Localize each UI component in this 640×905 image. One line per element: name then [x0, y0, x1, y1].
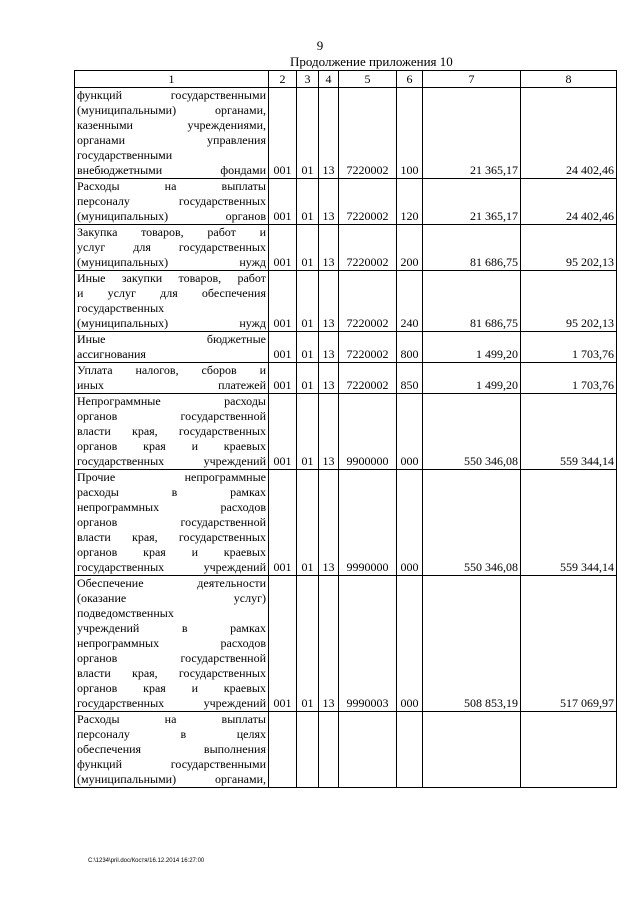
- code-target-item: [339, 712, 397, 788]
- description-line: иных платежей: [77, 378, 266, 392]
- amount-year-2: 1 703,76: [521, 332, 617, 363]
- code-target-item: 9990000: [339, 470, 397, 576]
- description-line: государственных учреждений: [77, 696, 266, 710]
- table-row: [75, 271, 617, 332]
- code-ministry: 001: [269, 225, 297, 271]
- code-ministry: 001: [269, 363, 297, 394]
- description-line: органов края и краевых: [77, 545, 266, 559]
- header-cell: 3: [297, 71, 319, 88]
- code-subsection: 13: [319, 470, 339, 576]
- description-line: функций государственными: [77, 88, 266, 102]
- table-row: [75, 179, 617, 225]
- description-line: Прочие непрограммные: [77, 470, 266, 484]
- code-expense-type: 000: [397, 576, 423, 712]
- table-row: [75, 332, 617, 363]
- code-subsection: 13: [319, 576, 339, 712]
- description-line: органов государственной: [77, 409, 266, 423]
- description-line: (муниципальных) нужд: [77, 255, 266, 269]
- description-line: казенными учреждениями,: [77, 118, 266, 132]
- code-ministry: [269, 712, 297, 788]
- amount-year-1: 81 686,75: [423, 225, 521, 271]
- code-section: 01: [297, 225, 319, 271]
- header-cell: 2: [269, 71, 297, 88]
- table-row: [75, 576, 617, 712]
- description-line: органов государственной: [77, 515, 266, 529]
- description-line: Расходы на выплаты: [77, 712, 266, 726]
- code-target-item: 7220002: [339, 225, 397, 271]
- description-line: персоналу государственных: [77, 194, 266, 208]
- appendix-caption: Продолжение приложения 10: [290, 54, 453, 69]
- code-expense-type: 000: [397, 470, 423, 576]
- table-row: [75, 712, 617, 788]
- code-target-item: 7220002: [339, 179, 397, 225]
- amount-year-1: 1 499,20: [423, 363, 521, 394]
- description-line: органами управления: [77, 133, 266, 147]
- header-cell: 4: [319, 71, 339, 88]
- description-line: Уплата налогов, сборов и: [77, 363, 266, 377]
- code-expense-type: 120: [397, 179, 423, 225]
- code-section: 01: [297, 88, 319, 179]
- code-ministry: 001: [269, 332, 297, 363]
- table-row: [75, 363, 617, 394]
- code-subsection: 13: [319, 225, 339, 271]
- code-section: [297, 712, 319, 788]
- table-row: [75, 225, 617, 271]
- amount-year-2: [521, 712, 617, 788]
- amount-year-1: 550 346,08: [423, 394, 521, 470]
- code-expense-type: 100: [397, 88, 423, 179]
- amount-year-2: 24 402,46: [521, 88, 617, 179]
- row-description: [75, 271, 269, 332]
- description-line: государственных: [77, 301, 165, 315]
- code-subsection: [319, 712, 339, 788]
- description-line: государственных учреждений: [77, 560, 266, 574]
- description-line: власти края, государственных: [77, 666, 266, 680]
- description-line: власти края, государственных: [77, 530, 266, 544]
- code-target-item: 7220002: [339, 88, 397, 179]
- table-row: [75, 394, 617, 470]
- description-line: непрограммных расходов: [77, 636, 266, 650]
- code-target-item: 7220002: [339, 363, 397, 394]
- amount-year-1: 1 499,20: [423, 332, 521, 363]
- amount-year-2: 95 202,13: [521, 271, 617, 332]
- budget-table: [74, 70, 617, 788]
- code-subsection: 13: [319, 394, 339, 470]
- description-line: ассигнования: [77, 347, 146, 361]
- amount-year-1: 21 365,17: [423, 179, 521, 225]
- code-ministry: 001: [269, 88, 297, 179]
- header-cell: 8: [521, 71, 617, 88]
- amount-year-2: 24 402,46: [521, 179, 617, 225]
- file-path-footer: C:\1234\pril.doc/Костя/16.12.2014 16:27:00: [88, 858, 205, 864]
- amount-year-1: [423, 712, 521, 788]
- code-subsection: 13: [319, 179, 339, 225]
- code-expense-type: [397, 712, 423, 788]
- description-line: непрограммных расходов: [77, 500, 266, 514]
- description-line: органов края и краевых: [77, 681, 266, 695]
- code-expense-type: 000: [397, 394, 423, 470]
- code-target-item: 9900000: [339, 394, 397, 470]
- description-line: услуг для государственных: [77, 240, 266, 254]
- amount-year-1: 508 853,19: [423, 576, 521, 712]
- code-target-item: 7220002: [339, 271, 397, 332]
- description-line: государственных учреждений: [77, 454, 266, 468]
- description-line: (муниципальных) нужд: [77, 316, 266, 330]
- code-expense-type: 850: [397, 363, 423, 394]
- code-ministry: 001: [269, 470, 297, 576]
- description-line: Расходы на выплаты: [77, 179, 266, 193]
- description-line: обеспечения выполнения: [77, 742, 266, 756]
- table-row: [75, 88, 617, 179]
- code-expense-type: 200: [397, 225, 423, 271]
- code-section: 01: [297, 332, 319, 363]
- code-ministry: 001: [269, 576, 297, 712]
- code-subsection: 13: [319, 271, 339, 332]
- code-expense-type: 240: [397, 271, 423, 332]
- header-cell: 5: [339, 71, 397, 88]
- row-description: [75, 470, 269, 576]
- amount-year-2: 559 344,14: [521, 394, 617, 470]
- description-line: подведомственных: [77, 606, 174, 620]
- code-section: 01: [297, 470, 319, 576]
- amount-year-2: 559 344,14: [521, 470, 617, 576]
- code-subsection: 13: [319, 88, 339, 179]
- description-line: власти края, государственных: [77, 424, 266, 438]
- description-line: Обеспечение деятельности: [77, 576, 266, 590]
- description-line: (оказание услуг): [77, 591, 266, 605]
- code-subsection: 13: [319, 332, 339, 363]
- code-section: 01: [297, 271, 319, 332]
- code-ministry: 001: [269, 271, 297, 332]
- description-line: (муниципальными) органами,: [77, 772, 266, 786]
- row-description: [75, 88, 269, 179]
- amount-year-1: 21 365,17: [423, 88, 521, 179]
- row-description: [75, 712, 269, 788]
- code-target-item: 9990003: [339, 576, 397, 712]
- code-section: 01: [297, 363, 319, 394]
- code-section: 01: [297, 394, 319, 470]
- description-line: Закупка товаров, работ и: [77, 225, 266, 239]
- code-expense-type: 800: [397, 332, 423, 363]
- code-section: 01: [297, 179, 319, 225]
- code-target-item: 7220002: [339, 332, 397, 363]
- description-line: Иные закупки товаров, работ: [77, 271, 266, 285]
- code-section: 01: [297, 576, 319, 712]
- row-description: [75, 332, 269, 363]
- row-description: [75, 576, 269, 712]
- header-cell: 6: [397, 71, 423, 88]
- amount-year-1: 81 686,75: [423, 271, 521, 332]
- amount-year-2: 95 202,13: [521, 225, 617, 271]
- code-ministry: 001: [269, 394, 297, 470]
- header-cell: 1: [75, 71, 269, 88]
- description-line: (муниципальных) органов: [77, 209, 266, 223]
- amount-year-2: 517 069,97: [521, 576, 617, 712]
- description-line: персоналу в целях: [77, 727, 266, 741]
- description-line: и услуг для обеспечения: [77, 286, 266, 300]
- description-line: внебюджетными фондами: [77, 163, 266, 177]
- description-line: государственными: [77, 148, 173, 162]
- description-line: органов государственной: [77, 651, 266, 665]
- code-ministry: 001: [269, 179, 297, 225]
- row-description: [75, 363, 269, 394]
- row-description: [75, 225, 269, 271]
- header-cell: 7: [423, 71, 521, 88]
- description-line: Иные бюджетные: [77, 332, 266, 346]
- code-subsection: 13: [319, 363, 339, 394]
- row-description: [75, 179, 269, 225]
- page-number: 9: [316, 38, 324, 53]
- description-line: расходы в рамках: [77, 485, 266, 499]
- amount-year-1: 550 346,08: [423, 470, 521, 576]
- description-line: (муниципальными) органами,: [77, 103, 266, 117]
- description-line: органов края и краевых: [77, 439, 266, 453]
- description-line: Непрограммные расходы: [77, 394, 266, 408]
- table-row: [75, 470, 617, 576]
- description-line: учреждений в рамках: [77, 621, 266, 635]
- row-description: [75, 394, 269, 470]
- amount-year-2: 1 703,76: [521, 363, 617, 394]
- header-row: [75, 71, 617, 88]
- description-line: функций государственными: [77, 757, 266, 771]
